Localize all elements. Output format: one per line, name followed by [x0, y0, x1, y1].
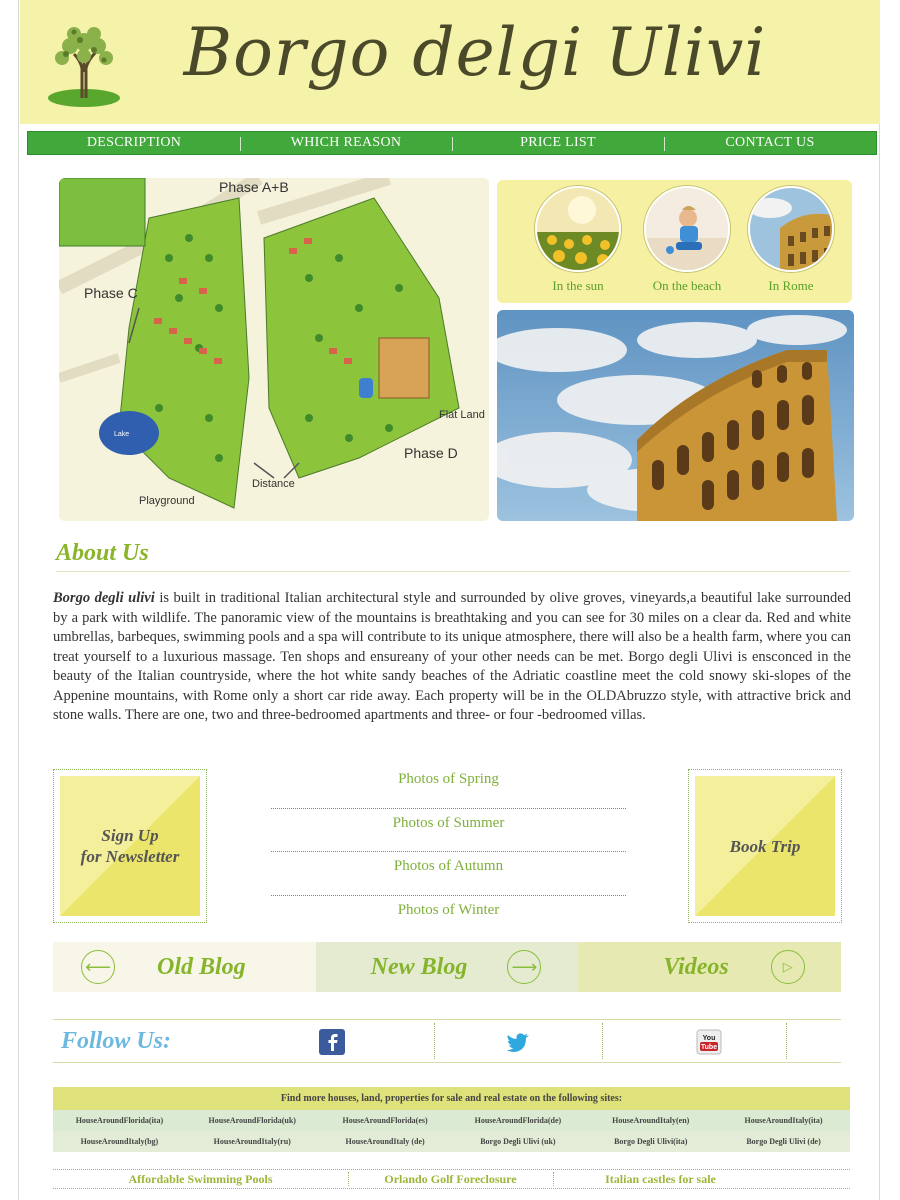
- nav-price-list[interactable]: PRICE LIST: [452, 135, 664, 151]
- site-link[interactable]: HouseAroundFlorida(es): [342, 1116, 428, 1125]
- photos-summer-link[interactable]: Photos of Summer: [271, 809, 626, 853]
- orlando-golf-link[interactable]: Orlando Golf Foreclosure: [348, 1170, 553, 1188]
- map-label-lake: Lake: [114, 431, 130, 438]
- arrow-left-icon: ⟵: [81, 950, 115, 984]
- book-trip-box: [688, 769, 842, 923]
- circle-in-rome[interactable]: [746, 186, 836, 294]
- bottom-links: [53, 1169, 850, 1189]
- circle-in-the-sun[interactable]: [533, 186, 623, 294]
- follow-label: Follow Us:: [61, 1028, 172, 1054]
- svg-text:Tube: Tube: [700, 1044, 718, 1051]
- site-plan-map: [59, 178, 489, 521]
- site-link[interactable]: HouseAroundItaly(ita): [744, 1116, 823, 1125]
- italian-castles-link[interactable]: Italian castles for sale: [553, 1170, 768, 1188]
- site-link[interactable]: Borgo Degli Ulivi (de): [746, 1137, 821, 1146]
- site-link[interactable]: HouseAroundItaly (de): [345, 1137, 425, 1146]
- arrow-right-icon: ⟶: [507, 950, 541, 984]
- svg-text:You: You: [702, 1035, 716, 1042]
- about-paragraph: [53, 589, 851, 726]
- rome-colosseum-thumb-image: [748, 186, 834, 272]
- site-title: Borgo delgi Ulivi: [183, 14, 767, 91]
- colosseum-photo: [497, 310, 854, 521]
- child-on-beach-image: [644, 186, 730, 272]
- blog-bar: [53, 942, 841, 992]
- circle-label: In Rome: [768, 278, 814, 293]
- videos-button[interactable]: [578, 942, 841, 992]
- main-nav: [27, 131, 877, 155]
- circle-label: On the beach: [652, 278, 722, 293]
- newsletter-box: [53, 769, 207, 923]
- site-link[interactable]: HouseAroundItaly(ru): [213, 1137, 291, 1146]
- map-label-flat-land: Flat Land: [439, 409, 485, 421]
- old-blog-button[interactable]: [53, 942, 316, 992]
- site-link[interactable]: Borgo Degli Ulivi (uk): [480, 1137, 556, 1146]
- youtube-icon[interactable]: [696, 1029, 722, 1055]
- new-blog-button[interactable]: [316, 942, 579, 992]
- nav-contact-us[interactable]: CONTACT US: [664, 135, 876, 151]
- map-label-phase-c: Phase C: [84, 285, 138, 301]
- follow-divider: [786, 1023, 787, 1059]
- videos-label: Videos: [663, 953, 729, 980]
- nav-which-reason[interactable]: WHICH REASON: [240, 135, 452, 151]
- about-body: is built in traditional Italian architectural style and surrounded by olive groves, vineyards,a beautiful lake surrounded by a park with wildlife. The panoramic view of the mountains is breathtaking and you can see for 30 miles on a clear da. Red and white umbrellas, barbeques, swimming pools and a spa will contribute to its unique atmosphere, there will also be a health farm, where you can treat yourself to a luxurious massage. Ten shops and ensureany of your other needs can be met. Borgo degli Ulivi is ensconced in the beauty of the Italian countryside, where the hot white sandy beaches of the Adriatic coastline meet the cold snowy ski-slopes of the Appenine mountains, with Rome only a short car ride away. Each property will be in the OLDAbruzzo style, with attractive brick and stone walls. There are one, two and three-bedroomed apartments and three- or four -bedroomed villas.: [53, 590, 851, 723]
- circle-on-the-beach[interactable]: [642, 186, 732, 294]
- newsletter-signup-button[interactable]: [60, 776, 200, 916]
- sites-row: [53, 1110, 850, 1131]
- site-link[interactable]: HouseAroundFlorida(uk): [208, 1116, 296, 1125]
- sites-row: [53, 1131, 850, 1152]
- photos-spring-link[interactable]: Photos of Spring: [271, 765, 626, 809]
- newsletter-label: Sign Up for Newsletter: [80, 826, 180, 866]
- header: [20, 0, 880, 124]
- map-label-playground: Playground: [139, 495, 195, 507]
- follow-divider: [602, 1023, 603, 1059]
- site-link[interactable]: HouseAroundFlorida(de): [474, 1116, 562, 1125]
- photos-list: [271, 765, 626, 939]
- twitter-icon[interactable]: [505, 1029, 531, 1055]
- feature-circles-panel: [497, 180, 852, 303]
- photos-autumn-link[interactable]: Photos of Autumn: [271, 852, 626, 896]
- sunflower-field-image: [535, 186, 621, 272]
- map-label-phase-ab: Phase A+B: [219, 179, 289, 195]
- book-trip-button[interactable]: [695, 776, 835, 916]
- nav-description[interactable]: DESCRIPTION: [86, 135, 182, 150]
- about-lead: Borgo degli ulivi: [53, 590, 155, 606]
- map-label-distance: Distance: [252, 478, 295, 490]
- site-link[interactable]: HouseAroundItaly(en): [612, 1116, 690, 1125]
- site-link[interactable]: Borgo Degli Ulivi(ita): [614, 1137, 688, 1146]
- about-title: About Us: [56, 540, 149, 566]
- old-blog-label: Old Blog: [157, 953, 246, 980]
- facebook-icon[interactable]: [319, 1029, 345, 1055]
- affordable-pools-link[interactable]: Affordable Swimming Pools: [128, 1172, 273, 1186]
- site-link[interactable]: HouseAroundFlorida(ita): [75, 1116, 164, 1125]
- sites-grid: [53, 1110, 850, 1152]
- follow-divider: [434, 1023, 435, 1059]
- book-trip-label: Book Trip: [729, 836, 801, 856]
- follow-bar: [53, 1019, 841, 1063]
- circle-label: In the sun: [552, 278, 604, 293]
- site-link[interactable]: HouseAroundItaly(bg): [80, 1137, 159, 1146]
- photos-winter-link[interactable]: Photos of Winter: [397, 901, 500, 918]
- play-icon: ▷: [771, 950, 805, 984]
- about-divider: [56, 571, 850, 572]
- sites-heading: Find more houses, land, properties for sale and real estate on the following sites:: [53, 1087, 850, 1110]
- new-blog-label: New Blog: [370, 953, 468, 980]
- map-label-phase-d: Phase D: [404, 445, 458, 461]
